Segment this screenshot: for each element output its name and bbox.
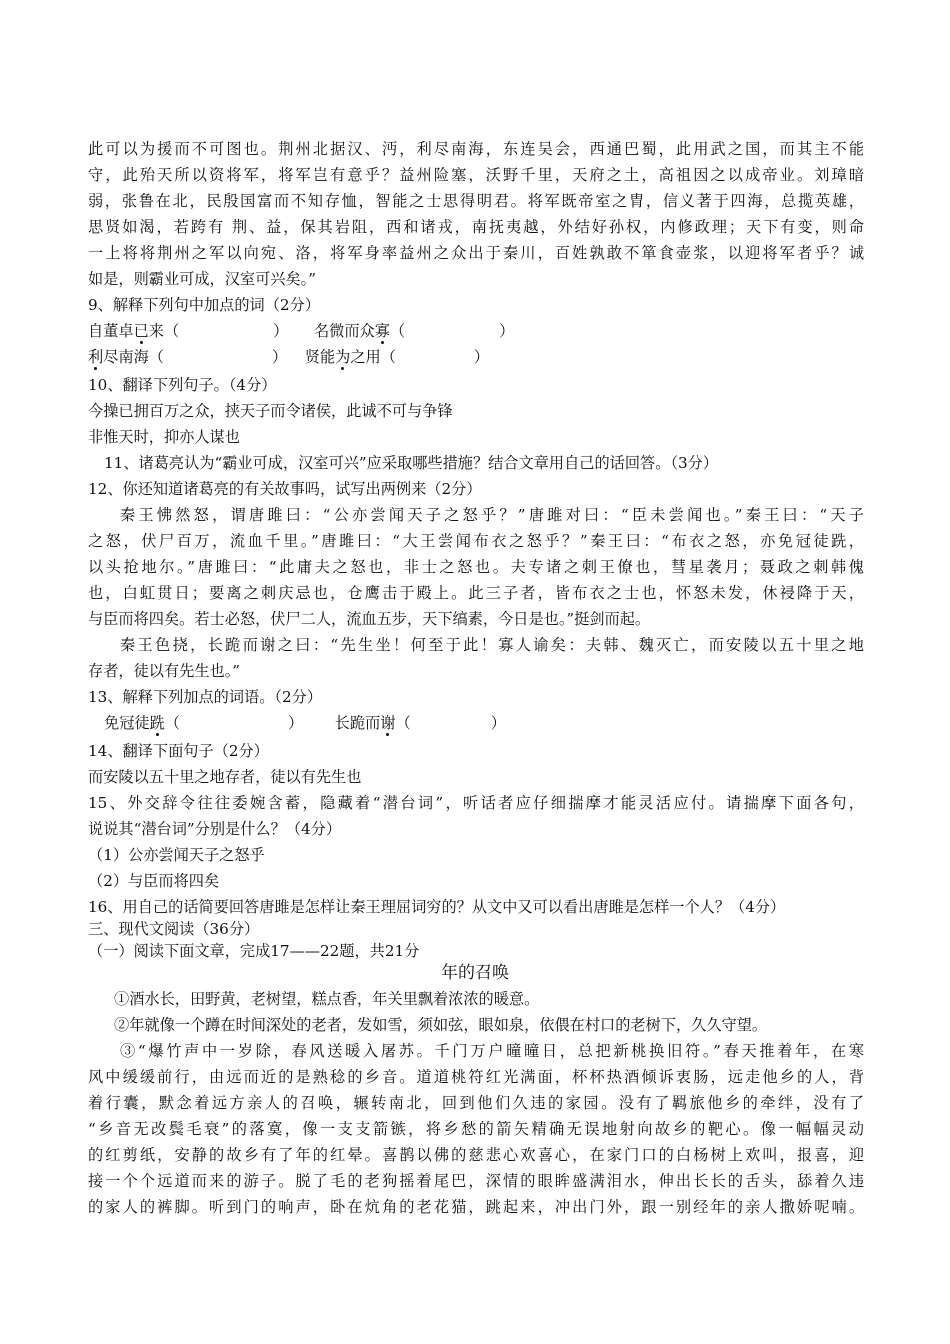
passage2-line: 以头抢地尔。”唐雎曰：“此庸夫之怒也，非士之怒也。夫专诸之刺王僚也，彗星袭月；聂政之刺韩傀 [88, 558, 864, 576]
dotted-char: 已 [133, 322, 149, 340]
question-15-line-1: 15、外交辞令往往委婉含蓄，隐藏着“潜台词”，听话者应仔细揣摩才能灵活应付。请揣摩下面各句， [88, 794, 864, 812]
dotted-char: 谢 [380, 714, 396, 732]
question-10-sentence-2: 非惟天时，抑亦人谋也 [88, 428, 240, 446]
passage1-line: 守，此殆天所以资将军，将军岂有意乎？益州险塞，沃野千里，天府之土，高祖因之以成帝业。刘璋暗 [88, 166, 864, 184]
article-paragraph-3-line: ③“爆竹声中一岁除，春风送暖入屠苏。千门万户曈曈日，总把新桃换旧符。”春天推着年，在寒 [120, 1042, 864, 1060]
passage2-line: 存者，徒以有先生也。” [88, 662, 241, 680]
passage2-line: 秦王怫然怒，谓唐雎曰：“公亦尝闻天子之怒乎？”唐雎对曰：“臣未尝闻也。”秦王曰：“天子 [120, 506, 864, 524]
passage2-line: 也，白虹贯日；要离之刺庆忌也，仓鹰击于殿上。此三子者，皆布衣之士也，怀怒未发，休祲降于天， [88, 584, 864, 602]
passage1-line: 一上将将荆州之军以向宛、洛，将军身率益州之众出于秦川，百姓孰敢不箪食壶浆，以迎将军者乎？诚 [88, 244, 864, 262]
question-16-label: 16、用自己的话简要回答唐雎是怎样让秦王理屈词穷的？从文中又可以看出唐雎是怎样一个人？（4分） [88, 898, 786, 916]
passage2-line: 秦王色挠，长跪而谢之曰：“先生坐！何至于此！寡人谕矣：夫韩、魏灭亡，而安陵以五十里之地 [120, 636, 864, 654]
article-title: 年的召唤 [441, 963, 509, 983]
article-paragraph-2: ②年就像一个蹲在时间深处的老者，发如雪，须如弦，眼如泉，依偎在村口的老树下，久久守望。 [114, 1016, 768, 1034]
passage1-line: 此可以为援而不可图也。荆州北据汉、沔，利尽南海，东连吴会，西通巴蜀，此用武之国，而其主不能 [88, 140, 864, 158]
question-14-label: 14、翻译下面句子（2分） [88, 742, 269, 760]
section-3-subheading: （一）阅读下面文章，完成17——22题，共21分 [88, 942, 420, 960]
question-15-sentence-2: （2）与臣而将四矣 [88, 872, 220, 890]
article-paragraph-3-line: 风中缓缓前行，由远而近的是熟稔的乡音。道道桃符红光满面，杯杯热酒倾诉衷肠，远走他乡的人，背 [88, 1068, 864, 1086]
question-13-row: 免冠徒跣（ ） 长跪而谢（ ） [104, 714, 506, 732]
article-paragraph-3-line: 着行囊，默念着远方亲人的召唤，辗转南北，回到他们久违的家园。没有了羁旅他乡的牵绊，没有了 [88, 1094, 864, 1112]
dotted-char: 跣 [149, 714, 165, 732]
dotted-char: 为 [335, 348, 351, 366]
question-9-row-1: 自董卓已来（ ） 名微而众寡（ ） [88, 322, 515, 340]
article-paragraph-1: ①酒水长，田野黄，老树望，糕点香，年关里飘着浓浓的暖意。 [114, 990, 540, 1008]
article-paragraph-3-line: 的红剪纸，安静的故乡有了年的红晕。喜鹊以佛的慈悲心欢喜心，在家门口的白杨树上欢叫，报喜，迎 [88, 1146, 864, 1164]
question-11-label: 11、诸葛亮认为“霸业可成，汉室可兴”应采取哪些措施？结合文章用自己的话回答。（3分） [104, 454, 719, 472]
question-14-sentence: 而安陵以五十里之地存者，徒以有先生也 [88, 768, 362, 786]
question-12-label: 12、你还知道诸葛亮的有关故事吗，试写出两例来（2分） [88, 480, 482, 498]
dotted-char: 寡 [374, 322, 390, 340]
question-10-sentence-1: 今操已拥百万之众，挟天子而令诸侯，此诚不可与争锋 [88, 402, 453, 420]
passage1-line: 弱，张鲁在北，民殷国富而不知存恤，智能之士思得明君。将军既帝室之胄，信义著于四海，总揽英雄， [88, 192, 864, 210]
passage2-line: 与臣而将四矣。若士必怒，伏尸二人，流血五步，天下缟素，今日是也。”挺剑而起。 [88, 610, 651, 628]
article-paragraph-3-line: 接一个个远道而来的游子。脱了毛的老狗摇着尾巴，深情的眼眸盛满泪水，伸出长长的舌头，舔着久违 [88, 1172, 864, 1190]
passage1-line: 如是，则霸业可成，汉室可兴矣。” [88, 270, 316, 288]
section-3-heading: 三、现代文阅读（36分） [88, 920, 260, 938]
passage2-line: 之怒，伏尸百万，流血千里。”唐雎曰：“大王尝闻布衣之怒乎？”秦王曰：“布衣之怒，亦免冠徒跣， [88, 532, 864, 550]
article-paragraph-3-line: “乡音无改鬓毛衰”的落寞，像一支支箭镞，将乡愁的箭矢精确无误地射向故乡的靶心。像一幅幅灵动 [88, 1120, 864, 1138]
question-15-sentence-1: （1）公亦尝闻天子之怒乎 [88, 846, 265, 864]
question-13-label: 13、解释下列加点的词语。（2分） [88, 688, 323, 706]
question-9-label: 9、解释下列句中加点的词（2分） [88, 296, 320, 314]
article-paragraph-3-line: 的家人的裤脚。听到门的响声，卧在炕角的老花猫，跳起来，冲出门外，跟一别经年的亲人撒娇呢喃。 [88, 1198, 864, 1216]
question-10-label: 10、翻译下列句子。（4分） [88, 376, 277, 394]
question-15-line-2: 说说其“潜台词”分别是什么？（4分） [88, 820, 342, 838]
dotted-char: 利 [88, 348, 104, 366]
question-9-row-2: 利尽南海（ ） 贤能为之用（ ） [88, 348, 490, 366]
passage1-line: 思贤如渴，若跨有 荆、益，保其岩阻，西和诸戎，南抚夷越，外结好孙权，内修政理；天下有变，则命 [88, 218, 864, 236]
